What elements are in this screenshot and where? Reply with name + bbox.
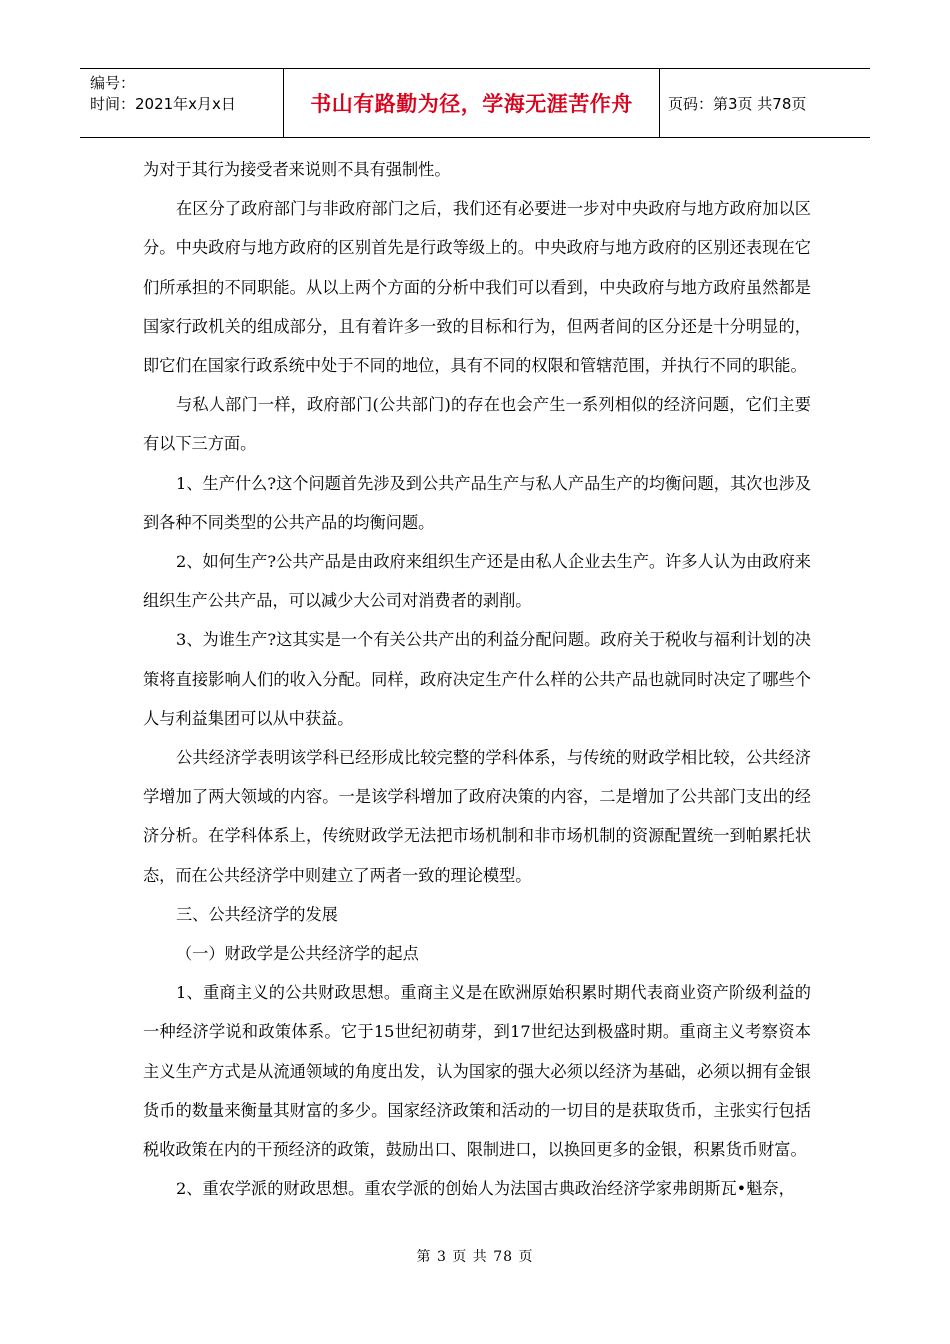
paragraph: 2、重农学派的财政思想。重农学派的创始人为法国古典政治经济学家弗朗斯瓦•魁奈， [176,1179,795,1199]
paragraph: 1、生产什么?这个问题首先涉及到公共产品生产与私人产品生产的均衡问题，其次也涉及到各种不同类型的公共产品的均衡问题。 [143,473,811,532]
document-body [143,150,811,1208]
paragraph: 公共经济学表明该学科已经形成比较完整的学科体系，与传统的财政学相比较，公共经济学增加了两大领域的内容。一是该学科增加了政府决策的内容，二是增加了公共部门支出的经济分析。在学科体系上，传统财政学无法把市场机制和非市场机制的资源配置统一到帕累托状态，而在公共经济学中则建立了两者一致的理论模型。 [143,748,811,885]
paragraph: 三、公共经济学的发展 [176,904,338,924]
header-motto-cell [284,69,660,137]
paragraph: 为对于其行为接受者来说则不具有强制性。 [143,160,451,179]
document-header [80,68,870,138]
paragraph: 与私人部门一样，政府部门(公共部门)的存在也会产生一系列相似的经济问题，它们主要有以下三方面。 [143,395,811,454]
paragraph: 3、为谁生产?这其实是一个有关公共产出的利益分配问题。政府关于税收与福利计划的决策将直接影响人们的收入分配。同样，政府决定生产什么样的公共产品也就同时决定了哪些个人与利益集团可以从中获益。 [143,630,811,728]
page-info: 页码：第3页 共78页 [668,94,807,113]
date-label: 时间：2021年x月x日 [90,95,236,113]
header-page-cell [660,69,870,137]
motto-text: 书山有路勤为径，学海无涯苦作舟 [310,92,633,116]
header-meta [80,69,284,137]
paragraph: 2、如何生产?公共产品是由政府来组织生产还是由私人企业去生产。许多人认为由政府来组织生产公共产品，可以减少大公司对消费者的剥削。 [143,552,811,611]
number-label: 编号： [90,74,136,92]
paragraph: （一）财政学是公共经济学的起点 [176,944,419,964]
paragraph: 在区分了政府部门与非政府部门之后，我们还有必要进一步对中央政府与地方政府加以区分。中央政府与地方政府的区别首先是行政等级上的。中央政府与地方政府的区别还表现在它们所承担的不同职能。从以上两个方面的分析中我们可以看到，中央政府与地方政府虽然都是国家行政机关的组成部分，且有着许多一致的目标和行为，但两者间的区分还是十分明显的，即它们在国家行政系统中处于不同的地位，具有不同的权限和管辖范围，并执行不同的职能。 [143,199,811,376]
paragraph: 1、重商主义的公共财政思想。重商主义是在欧洲原始积累时期代表商业资产阶级利益的一种经济学说和政策体系。它于15世纪初萌芽，到17世纪达到极盛时期。重商主义考察资本主义生产方式是从流通领域的角度出发，认为国家的强大必须以经济为基础，必须以拥有金银货币的数量来衡量其财富的多少。国家经济政策和活动的一切目的是获取货币，主张实行包括税收政策在内的干预经济的政策，鼓励出口、限制进口，以换回更多的金银，积累货币财富。 [143,983,811,1160]
page-footer: 第 3 页 共 78 页 [416,1249,534,1265]
